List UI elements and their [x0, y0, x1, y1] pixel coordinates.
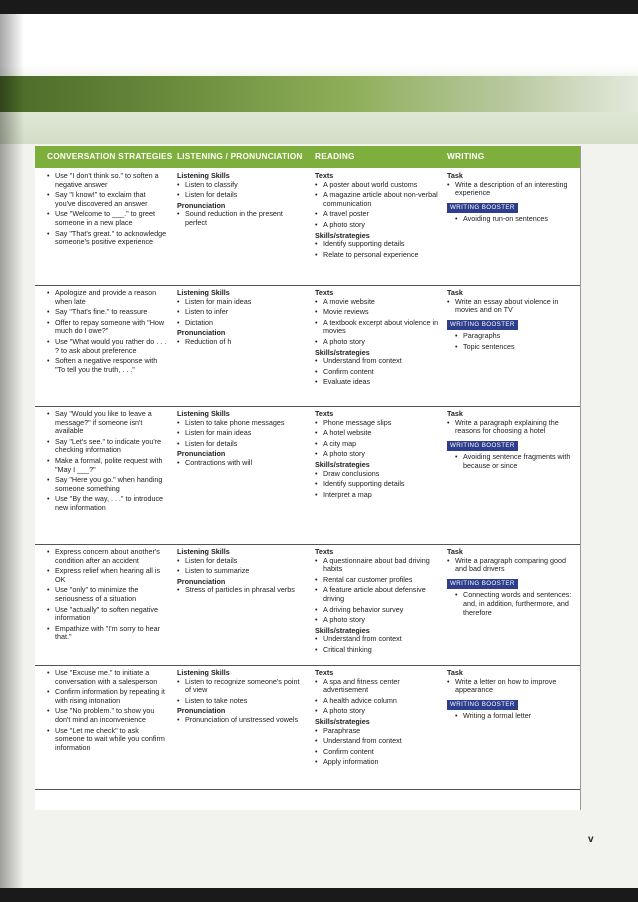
- page-number: v: [588, 834, 594, 845]
- writing-booster-badge: WRITING BOOSTER: [447, 579, 518, 590]
- list-item: • Express relief when hearing all is OK: [47, 567, 167, 584]
- list-item: • Use "What would you rather do . . . ? to ask about preference: [47, 338, 167, 355]
- decorative-photo-strip: [0, 76, 638, 112]
- bullet-list: [447, 557, 575, 574]
- bullet-list: [315, 357, 439, 387]
- list-item: • Write an essay about violence in movies and on TV: [447, 298, 575, 315]
- table-row: [35, 168, 580, 286]
- list-item: • Listen for details: [177, 557, 305, 566]
- list-item: • Understand from context: [315, 357, 439, 366]
- list-item: • Sound reduction in the present perfect: [177, 210, 305, 227]
- list-item: • Understand from context: [315, 737, 439, 746]
- header-conversation-strategies: CONVERSATION STRATEGIES: [47, 151, 173, 161]
- bullet-list: [315, 419, 439, 459]
- list-item: • Write a paragraph comparing good and bad drivers: [447, 557, 575, 574]
- list-item: • Write a paragraph explaining the reasons for choosing a hotel: [447, 419, 575, 436]
- list-item: • Empathize with "I'm sorry to hear that.": [47, 625, 167, 642]
- list-item: • Use "only" to minimize the seriousness of a situation: [47, 586, 167, 603]
- bullet-list: [315, 557, 439, 625]
- list-item: • Apologize and provide a reason when late: [47, 289, 167, 306]
- bullet-list: [447, 419, 575, 436]
- pronunciation-label: Pronunciation: [177, 200, 226, 210]
- bullet-list: [315, 727, 439, 767]
- list-item: • A hotel website: [315, 429, 439, 438]
- writing-cell: [447, 289, 575, 354]
- list-item: • Draw conclusions: [315, 470, 439, 479]
- list-item: • Reduction of h: [177, 338, 305, 347]
- listening-pronunciation-cell: [177, 172, 305, 230]
- bullet-list: [177, 181, 305, 200]
- list-item: • Soften a negative response with "To tell you the truth, . . .": [47, 357, 167, 374]
- bullet-list: [447, 453, 575, 470]
- table-header: [35, 146, 580, 168]
- listening-pronunciation-cell: [177, 669, 305, 727]
- skills-strategies-label: Skills/strategies: [315, 230, 370, 240]
- pronunciation-label: Pronunciation: [177, 576, 226, 586]
- writing-cell: [447, 669, 575, 723]
- list-item: • Understand from context: [315, 635, 439, 644]
- writing-cell: [447, 548, 575, 619]
- writing-booster-badge: WRITING BOOSTER: [447, 320, 518, 331]
- list-item: • A city map: [315, 440, 439, 449]
- list-item: • A photo story: [315, 707, 439, 716]
- list-item: • Use "Let me check" to ask someone to wait while you confirm information: [47, 727, 167, 753]
- task-label: Task: [447, 547, 463, 556]
- bullet-list: [315, 678, 439, 716]
- list-item: • Use "Welcome to ___." to greet someone in a new place: [47, 210, 167, 227]
- task-label: Task: [447, 171, 463, 180]
- list-item: • Listen to take notes: [177, 697, 305, 706]
- bullet-list: [315, 470, 439, 500]
- list-item: • Interpret a map: [315, 491, 439, 500]
- list-item: • Use "I don't think so." to soften a negative answer: [47, 172, 167, 189]
- header-reading: READING: [315, 151, 355, 161]
- list-item: • Confirm content: [315, 748, 439, 757]
- list-item: • Listen for details: [177, 440, 305, 449]
- listening-skills-label: Listening Skills: [177, 409, 230, 418]
- list-item: • A driving behavior survey: [315, 606, 439, 615]
- bullet-list: [447, 678, 575, 695]
- writing-cell: [447, 410, 575, 473]
- conversation-strategies-cell: [47, 172, 167, 249]
- list-item: • A questionnaire about bad driving habits: [315, 557, 439, 574]
- task-label: Task: [447, 409, 463, 418]
- listening-skills-label: Listening Skills: [177, 668, 230, 677]
- list-item: • Rental car customer profiles: [315, 576, 439, 585]
- list-item: • Listen to infer: [177, 308, 305, 317]
- list-item: • Connecting words and sentences: and, in addition, furthermore, and therefore: [447, 591, 575, 617]
- bullet-list: [47, 410, 167, 513]
- writing-cell: [447, 172, 575, 226]
- bullet-list: [177, 298, 305, 328]
- list-item: • Listen for main ideas: [177, 429, 305, 438]
- bullet-list: [177, 338, 305, 347]
- list-item: • Listen to recognize someone's point of view: [177, 678, 305, 695]
- conversation-strategies-cell: [47, 548, 167, 644]
- list-item: • Use "No problem." to show you don't mind an inconvenience: [47, 707, 167, 724]
- list-item: • Critical thinking: [315, 646, 439, 655]
- texts-label: Texts: [315, 668, 334, 677]
- listening-pronunciation-cell: [177, 410, 305, 470]
- list-item: • Identify supporting details: [315, 480, 439, 489]
- list-item: • Contractions with will: [177, 459, 305, 468]
- list-item: • Identify supporting details: [315, 240, 439, 249]
- texts-label: Texts: [315, 288, 334, 297]
- texts-label: Texts: [315, 171, 334, 180]
- list-item: • Avoiding run-on sentences: [447, 215, 575, 224]
- pronunciation-label: Pronunciation: [177, 706, 226, 716]
- list-item: • Paragraphs: [447, 332, 575, 341]
- list-item: • Listen to classify: [177, 181, 305, 190]
- bullet-list: [177, 210, 305, 227]
- listening-skills-label: Listening Skills: [177, 171, 230, 180]
- bullet-list: [177, 678, 305, 706]
- bullet-list: [447, 298, 575, 315]
- list-item: • Pronunciation of unstressed vowels: [177, 716, 305, 725]
- header-listening-pronunciation: LISTENING / PRONUNCIATION: [177, 151, 303, 161]
- writing-booster-badge: WRITING BOOSTER: [447, 700, 518, 711]
- conversation-strategies-cell: [47, 289, 167, 376]
- list-item: • Listen for main ideas: [177, 298, 305, 307]
- reading-cell: [315, 669, 439, 769]
- conversation-strategies-cell: [47, 410, 167, 515]
- list-item: • Say "Here you go." when handing someone something: [47, 476, 167, 493]
- scope-sequence-table: [35, 146, 581, 810]
- list-item: • Express concern about another's condition after an accident: [47, 548, 167, 565]
- pronunciation-label: Pronunciation: [177, 449, 226, 459]
- header-writing: WRITING: [447, 151, 485, 161]
- bullet-list: [447, 215, 575, 224]
- table-row: [35, 665, 580, 790]
- list-item: • Phone message slips: [315, 419, 439, 428]
- list-item: • Say "That's fine." to reassure: [47, 308, 167, 317]
- bullet-list: [47, 172, 167, 247]
- list-item: • A photo story: [315, 221, 439, 230]
- task-label: Task: [447, 288, 463, 297]
- bullet-list: [177, 557, 305, 576]
- texts-label: Texts: [315, 547, 334, 556]
- skills-strategies-label: Skills/strategies: [315, 347, 370, 357]
- list-item: • Avoiding sentence fragments with because or since: [447, 453, 575, 470]
- list-item: • Topic sentences: [447, 343, 575, 352]
- textbook-page: [0, 14, 638, 888]
- skills-strategies-label: Skills/strategies: [315, 716, 370, 726]
- list-item: • Offer to repay someone with "How much do I owe?": [47, 319, 167, 336]
- bullet-list: [47, 548, 167, 642]
- table-row: [35, 544, 580, 666]
- list-item: • A spa and fitness center advertisement: [315, 678, 439, 695]
- bullet-list: [47, 289, 167, 374]
- bullet-list: [177, 716, 305, 725]
- bullet-list: [447, 712, 575, 721]
- bullet-list: [315, 635, 439, 654]
- list-item: • A photo story: [315, 616, 439, 625]
- writing-booster-badge: WRITING BOOSTER: [447, 441, 518, 452]
- list-item: • Use "actually" to soften negative information: [47, 606, 167, 623]
- list-item: • Apply information: [315, 758, 439, 767]
- list-item: • Say "Would you like to leave a message?" if someone isn't available: [47, 410, 167, 436]
- skills-strategies-label: Skills/strategies: [315, 459, 370, 469]
- list-item: • Listen for details: [177, 191, 305, 200]
- table-row: [35, 285, 580, 407]
- list-item: • Say "That's great." to acknowledge someone's positive experience: [47, 230, 167, 247]
- bullet-list: [447, 181, 575, 198]
- list-item: • Movie reviews: [315, 308, 439, 317]
- list-item: • A feature article about defensive driving: [315, 586, 439, 603]
- reading-cell: [315, 289, 439, 389]
- reading-cell: [315, 410, 439, 501]
- binding-shadow: [0, 14, 24, 888]
- texts-label: Texts: [315, 409, 334, 418]
- list-item: • A photo story: [315, 338, 439, 347]
- bullet-list: [47, 669, 167, 752]
- list-item: • Relate to personal experience: [315, 251, 439, 260]
- bullet-list: [177, 586, 305, 595]
- skills-strategies-label: Skills/strategies: [315, 625, 370, 635]
- list-item: • Listen to summarize: [177, 567, 305, 576]
- list-item: • Write a description of an interesting experience: [447, 181, 575, 198]
- table-row: [35, 406, 580, 545]
- list-item: • A health advice column: [315, 697, 439, 706]
- list-item: • A movie website: [315, 298, 439, 307]
- list-item: • Use "Excuse me." to initiate a conversation with a salesperson: [47, 669, 167, 686]
- list-item: • Make a formal, polite request with "May I ___?": [47, 457, 167, 474]
- list-item: • A travel poster: [315, 210, 439, 219]
- bullet-list: [177, 459, 305, 468]
- list-item: • Confirm information by repeating it with rising intonation: [47, 688, 167, 705]
- list-item: • Stress of particles in phrasal verbs: [177, 586, 305, 595]
- bullet-list: [315, 181, 439, 230]
- list-item: • Use "By the way, . . ." to introduce new information: [47, 495, 167, 512]
- list-item: • Paraphrase: [315, 727, 439, 736]
- list-item: • Confirm content: [315, 368, 439, 377]
- list-item: • Say "Let's see." to indicate you're checking information: [47, 438, 167, 455]
- list-item: • Listen to take phone messages: [177, 419, 305, 428]
- list-item: • A magazine article about non-verbal communication: [315, 191, 439, 208]
- pronunciation-label: Pronunciation: [177, 328, 226, 338]
- list-item: • Evaluate ideas: [315, 378, 439, 387]
- list-item: • Write a letter on how to improve appearance: [447, 678, 575, 695]
- list-item: • Dictation: [177, 319, 305, 328]
- writing-booster-badge: WRITING BOOSTER: [447, 203, 518, 214]
- list-item: • Writing a formal letter: [447, 712, 575, 721]
- list-item: • A poster about world customs: [315, 181, 439, 190]
- bullet-list: [315, 298, 439, 347]
- listening-skills-label: Listening Skills: [177, 288, 230, 297]
- task-label: Task: [447, 668, 463, 677]
- listening-pronunciation-cell: [177, 289, 305, 349]
- listening-skills-label: Listening Skills: [177, 547, 230, 556]
- bullet-list: [177, 419, 305, 449]
- reading-cell: [315, 548, 439, 657]
- listening-pronunciation-cell: [177, 548, 305, 597]
- list-item: • Say "I know!" to exclaim that you've discovered an answer: [47, 191, 167, 208]
- reading-cell: [315, 172, 439, 261]
- list-item: • A photo story: [315, 450, 439, 459]
- list-item: • A textbook excerpt about violence in movies: [315, 319, 439, 336]
- conversation-strategies-cell: [47, 669, 167, 754]
- bullet-list: [315, 240, 439, 259]
- bullet-list: [447, 332, 575, 351]
- bullet-list: [447, 591, 575, 617]
